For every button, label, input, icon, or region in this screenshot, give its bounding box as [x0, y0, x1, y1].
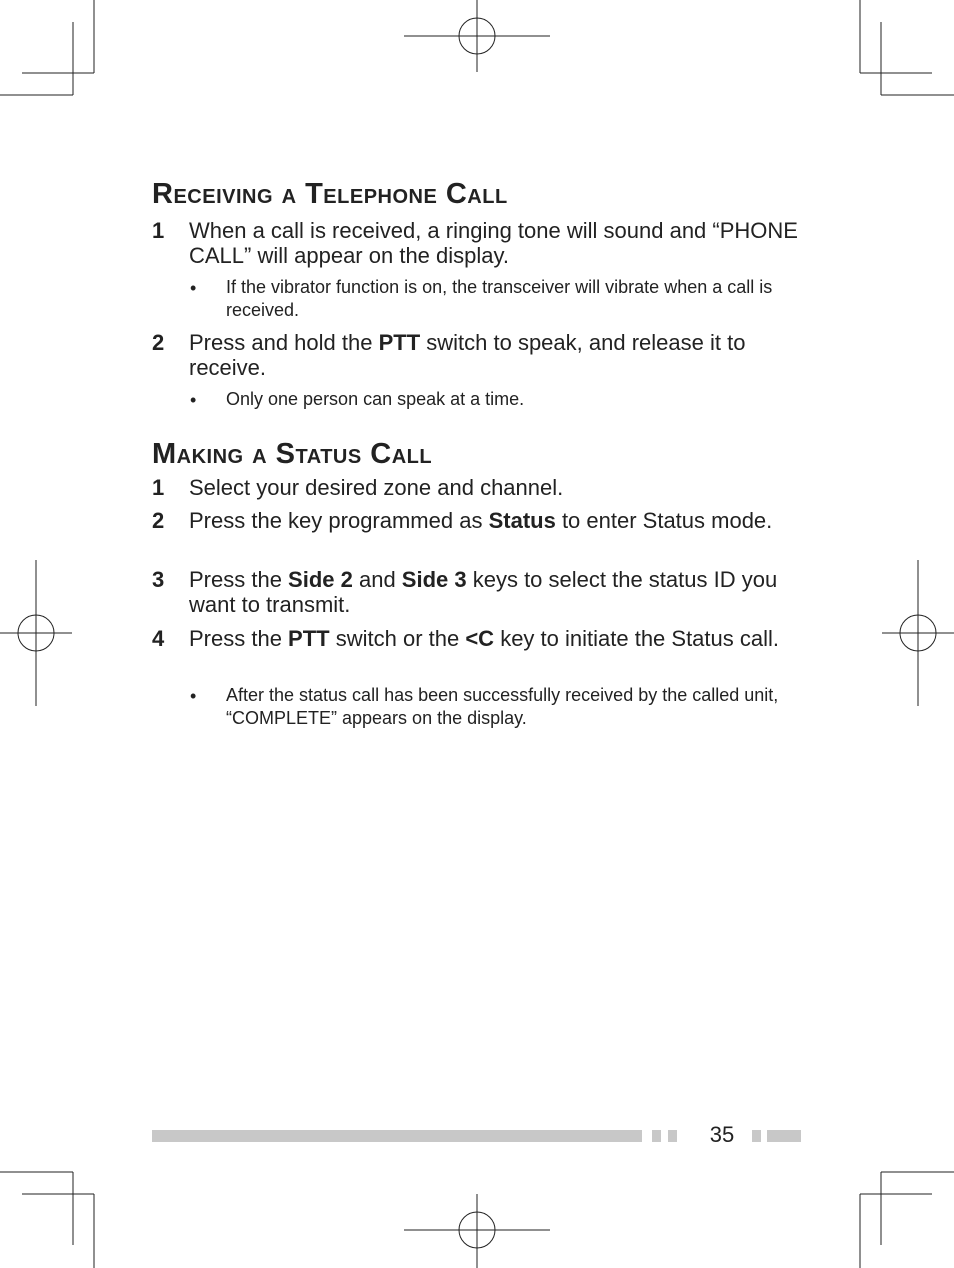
step-item [152, 567, 812, 617]
note-item [190, 276, 800, 322]
step-number: 1 [152, 475, 165, 500]
section-title-status-call: Making a Status Call [152, 438, 433, 470]
footer-square [668, 1130, 677, 1142]
step-item [152, 475, 812, 500]
note-item [190, 684, 800, 730]
bullet-icon: • [190, 686, 197, 706]
step-item [152, 508, 812, 533]
key-name: Side 3 [401, 567, 467, 592]
section-title-receiving-call: Receiving a Telephone Call [152, 178, 508, 210]
bullet-icon: • [190, 278, 197, 298]
step-number: 2 [152, 508, 165, 533]
step-item [152, 218, 812, 268]
bullet-icon: • [190, 390, 197, 410]
note-item [190, 388, 800, 411]
note-text: After the status call has been successfully received by the called unit, “COMPLETE” appears on the display. [226, 685, 779, 728]
step-text: Select your desired zone and channel. [189, 475, 564, 500]
step-text: Press and hold the PTT switch to speak, and release it to receive. [189, 330, 746, 380]
step-number: 4 [152, 626, 165, 651]
step-text: Press the PTT switch or the <C key to initiate the Status call. [189, 626, 780, 651]
page-number: 35 [709, 1122, 735, 1147]
step-number: 2 [152, 330, 165, 355]
footer-bar-left [152, 1130, 642, 1142]
step-item [152, 626, 812, 651]
key-name: Side 2 [288, 567, 353, 592]
step-number: 3 [152, 567, 165, 592]
footer-bar-right [767, 1130, 801, 1142]
key-name: <C [465, 626, 495, 651]
step-text: Press the key programmed as Status to enter Status mode. [189, 508, 773, 533]
note-text: Only one person can speak at a time. [226, 389, 525, 409]
step-item [152, 330, 812, 380]
footer-square [652, 1130, 661, 1142]
step-text: When a call is received, a ringing tone will sound and “PHONE CALL” will appear on the display. [189, 218, 798, 268]
note-text: If the vibrator function is on, the transceiver will vibrate when a call is received. [226, 277, 773, 320]
footer-square [752, 1130, 761, 1142]
step-text: Press the Side 2 and Side 3 keys to select the status ID you want to transmit. [189, 567, 778, 617]
step-number: 1 [152, 218, 165, 243]
key-name: PTT [378, 330, 421, 355]
key-name: Status [488, 508, 556, 533]
key-name: PTT [288, 626, 330, 651]
